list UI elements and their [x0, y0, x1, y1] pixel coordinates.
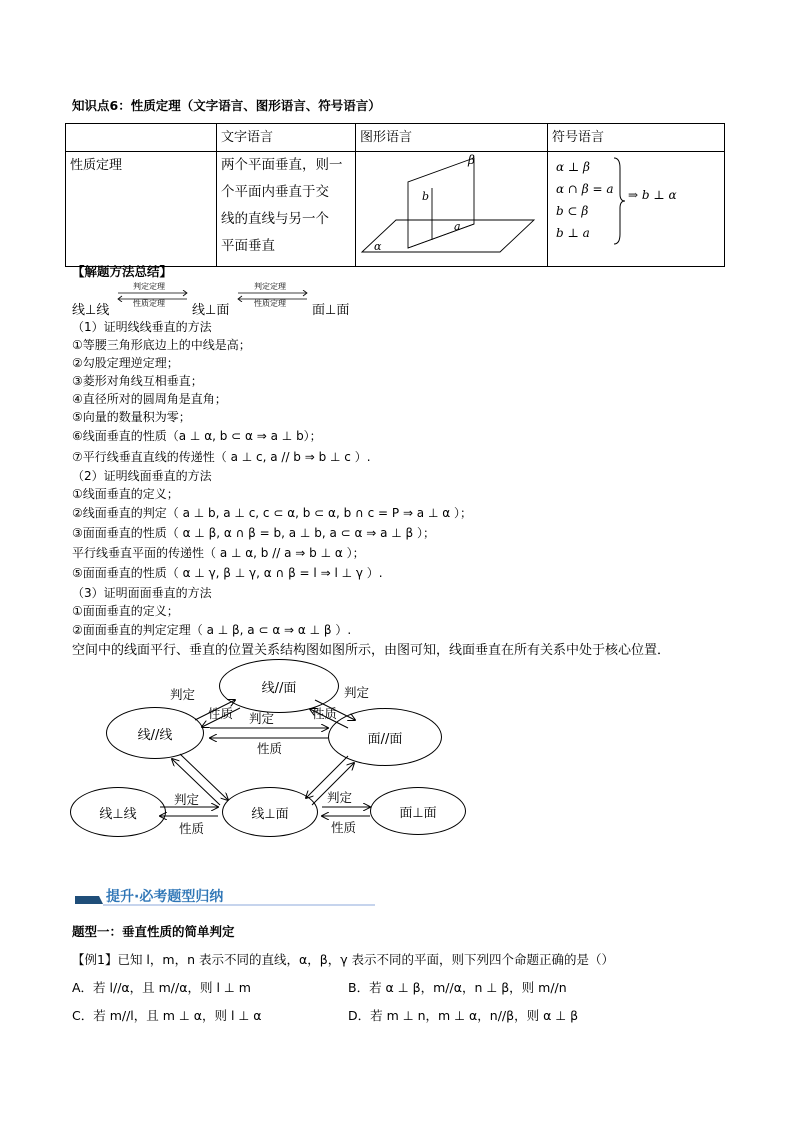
- chain-arrows: [115, 290, 315, 302]
- node-line-line-perp: 线⊥线: [70, 787, 166, 837]
- knowledge-title: 知识点6：性质定理（文字语言、图形语言、符号语言）: [72, 98, 381, 113]
- table-header-symbol: 符号语言: [548, 124, 725, 152]
- summary-line: ②面面垂直的判定定理（ a ⊥ β, a ⊂ α ⇒ α ⊥ β ）.: [72, 623, 352, 637]
- node-line-line-parallel: 线//线: [106, 707, 204, 759]
- summary-line: ②勾股定理逆定理；: [72, 356, 179, 370]
- summary-line: ③面面垂直的性质（ α ⊥ β, α ∩ β = b, a ⊥ b, a ⊂ α ⇒ a ⊥ β ）；: [72, 526, 435, 540]
- option-a: A．若 l//α，且 m//α，则 l ⊥ m: [72, 980, 251, 995]
- symbol-cell: [548, 152, 725, 267]
- summary-line: 平行线垂直平面的传递性（ a ⊥ α, b // a ⇒ b ⊥ α ）；: [72, 546, 365, 560]
- table-header-text: 文字语言: [217, 124, 356, 152]
- symbol-line: α ∩ β = a: [556, 182, 614, 196]
- chain-label-judge-2: 判定定理: [254, 282, 286, 291]
- summary-line: ①等腰三角形底边上的中线是高；: [72, 338, 251, 352]
- label-prop: 性质: [312, 706, 338, 721]
- summary-line: ⑥线面垂直的性质（a ⊥ α, b ⊂ α ⇒ a ⊥ b）；: [72, 429, 322, 443]
- symbol-line: b ⊥ a: [556, 226, 590, 240]
- summary-line: （2）证明线面垂直的方法: [72, 469, 212, 483]
- summary-line: ①面面垂直的定义；: [72, 604, 179, 618]
- example-stem: 【例1】已知 l，m，n 表示不同的直线，α，β，γ 表示不同的平面，则下列四个命题正确的是（）: [72, 952, 615, 967]
- option-b: B．若 α ⊥ β，m//α，n ⊥ β，则 m//n: [348, 980, 567, 995]
- symbol-line: b ⊂ β: [556, 204, 589, 218]
- structure-sentence: 空间中的线面平行、垂直的位置关系结构图如图所示，由图可知，线面垂直在所有关系中处于核心位置．: [72, 643, 671, 658]
- summary-line: ①线面垂直的定义；: [72, 487, 179, 501]
- summary-line: ⑤向量的数量积为零；: [72, 410, 191, 424]
- label-judge: 判定: [344, 685, 370, 700]
- label-judge: 判定: [249, 711, 275, 726]
- summary-line: （1）证明线线垂直的方法: [72, 320, 212, 334]
- node-line-plane-perp: 线⊥面: [222, 787, 318, 837]
- chain-node-line-plane-perp: 线⊥面: [192, 303, 230, 318]
- summary-line: ⑦平行线垂直直线的传递性（ a ⊥ c, a // b ⇒ b ⊥ c ）.: [72, 450, 371, 464]
- label-prop: 性质: [257, 741, 283, 756]
- chain-label-prop-1: 性质定理: [133, 299, 165, 308]
- table-row-label: 性质定理: [66, 152, 217, 267]
- node-plane-plane-perp: 面⊥面: [370, 787, 466, 835]
- option-d: D．若 m ⊥ n，m ⊥ α，n//β，则 α ⊥ β: [348, 1008, 579, 1023]
- node-plane-plane-parallel: 面//面: [328, 708, 442, 766]
- question-type-title: 题型一：垂直性质的简单判定: [72, 924, 235, 939]
- property-table: [65, 123, 725, 267]
- text-line: 平面垂直: [221, 238, 275, 254]
- summary-line: ④直径所对的圆周角是直角；: [72, 392, 227, 406]
- label-judge: 判定: [327, 790, 353, 805]
- chain-node-line-line-perp: 线⊥线: [72, 303, 110, 318]
- table-header-empty: [66, 124, 217, 152]
- brace-icon: [612, 156, 626, 246]
- summary-line: ②线面垂直的判定（ a ⊥ b, a ⊥ c, c ⊂ α, b ⊂ α, b ∩ c = P ⇒ a ⊥ α ）；: [72, 506, 472, 520]
- option-c: C．若 m//l，且 m ⊥ α，则 l ⊥ α: [72, 1008, 262, 1023]
- label-prop: 性质: [208, 706, 234, 721]
- summary-heading: 【解题方法总结】: [72, 264, 173, 279]
- section-title: 提升·必考题型归纳: [106, 889, 224, 905]
- text-line: 线的直线与另一个: [221, 211, 329, 227]
- label-prop: 性质: [179, 821, 205, 836]
- table-header-figure: 图形语言: [356, 124, 548, 152]
- label-judge: 判定: [174, 792, 200, 807]
- summary-line: （3）证明面面垂直的方法: [72, 586, 212, 600]
- symbol-line: α ⊥ β: [556, 160, 590, 174]
- label-judge: 判定: [170, 687, 196, 702]
- figure-cell: [356, 152, 548, 267]
- text-line: 两个平面垂直，则一: [221, 157, 343, 173]
- label-prop: 性质: [331, 820, 357, 835]
- symbol-conclusion: ⇒ b ⊥ α: [628, 188, 677, 202]
- chain-node-plane-plane-perp: 面⊥面: [312, 303, 350, 318]
- alpha-label: α: [374, 240, 382, 253]
- text-line: 个平面内垂直于交: [221, 184, 329, 200]
- text-language-cell: [217, 152, 356, 267]
- perpendicular-planes-figure: [356, 152, 539, 262]
- node-line-plane-parallel: 线//面: [219, 659, 339, 713]
- summary-line: ③菱形对角线互相垂直；: [72, 374, 203, 388]
- beta-label: β: [468, 153, 475, 167]
- summary-line: ⑤面面垂直的性质（ α ⊥ γ, β ⊥ γ, α ∩ β = l ⇒ l ⊥ γ ）.: [72, 566, 383, 580]
- b-label: b: [422, 190, 430, 203]
- symbol-list: [556, 156, 614, 244]
- chain-label-prop-2: 性质定理: [254, 299, 286, 308]
- chain-label-judge-1: 判定定理: [133, 282, 165, 291]
- a-label: a: [454, 220, 461, 233]
